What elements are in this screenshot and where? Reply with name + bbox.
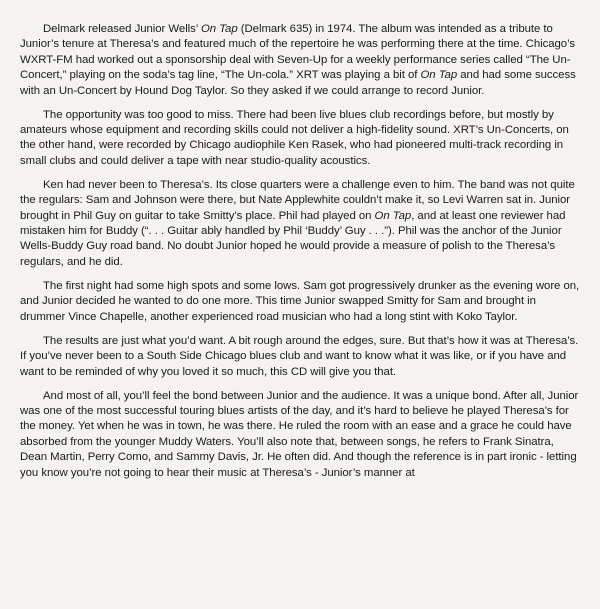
- album-title: On Tap: [420, 69, 458, 82]
- text-run: And most of all, you’ll feel the bond between Junior and the audience. It was a unique bond. After all, Junior was one of the most successful touring blues artists of the day, and it’s hard to believe he played Theresa’s for the money. Yet when he was in town, he was there. He ruled the room with an ease and a grace he could have absorbed from the younger Muddy Waters. You’ll also note that, between songs, he refers to Frank Sinatra, Dean Martin, Perry Como, and Sammy Davis, Jr. He often did. And though the reference is in part ironic - letting you know you’re not going to hear their music at Theresa’s - Junior’s manner at: [20, 389, 579, 479]
- text-run: Ken had never been to Theresa’s. Its close quarters were a challenge even to him. The band was not quite the regulars: Sam and Johnson were there, but Nate Applewhite couldn’t make it, so Levi Warren sat in. Junior brought in Phil Guy on guitar to take Smitty’s place. Phil had played on: [20, 178, 575, 222]
- paragraph: [20, 279, 582, 325]
- text-run: The results are just what you’d want. A bit rough around the edges, sure. But that’s how it was at Theresa’s. If you’ve never been to a South Side Chicago blues club and want to know what it was like, or if you have and want to be reminded of why you loved it so much, this CD will give you that.: [20, 334, 579, 378]
- paragraph: [20, 389, 582, 481]
- text-run: Delmark released Junior Wells’: [43, 23, 201, 35]
- text-run: The first night had some high spots and some lows. Sam got progressively drunker as the evening wore on, and Junior decided he wanted to do one more. This time Junior swapped Smitty for Sam and brought in drummer Vince Chapelle, another experienced road musician who had a long stint with Koko Taylor.: [20, 279, 580, 323]
- paragraph: [20, 22, 582, 99]
- album-title: On Tap: [374, 209, 412, 222]
- paragraph: [20, 178, 582, 270]
- album-title: On Tap: [200, 23, 238, 35]
- text-run: (Delmark 635) in 1974. The album was intended as a tribute to Junior’s tenure at Theresa’s and featured much of the repertoire he was performing there at the time. Chicago’s WXRT-FM had worked out a sponsorship deal with Seven-Up for a weekly performance series called “The Un-Concert,” playing on the soda’s tag line, “The Un-cola.” XRT was playing a bit of: [20, 23, 576, 82]
- paragraph: [20, 108, 582, 170]
- text-run: The opportunity was too good to miss. There had been live blues club recordings before, but mostly by amateurs whose equipment and recording skills could not deliver a high-fidelity sound. XRT’s Un-Concerts, on the other hand, were recorded by Chicago audiophile Ken Rasek, who had pioneered multi-track recording in small clubs and could deliver a tape with near studio-quality acoustics.: [20, 108, 569, 167]
- text-run: and had some success with an Un-Concert by Hound Dog Taylor. So they asked if we could arrange to record Junior.: [20, 69, 576, 97]
- paragraph: [20, 334, 582, 380]
- text-run: , and at least one reviewer had mistaken him for Buddy (“. . . Guitar ably handled by Phil ‘Buddy’ Guy . . .”). Phil was the anchor of the Junior Wells-Buddy Guy road band. No doubt Junior hoped he would provide a measure of polish to the Theresa’s regulars, and he did.: [20, 209, 566, 268]
